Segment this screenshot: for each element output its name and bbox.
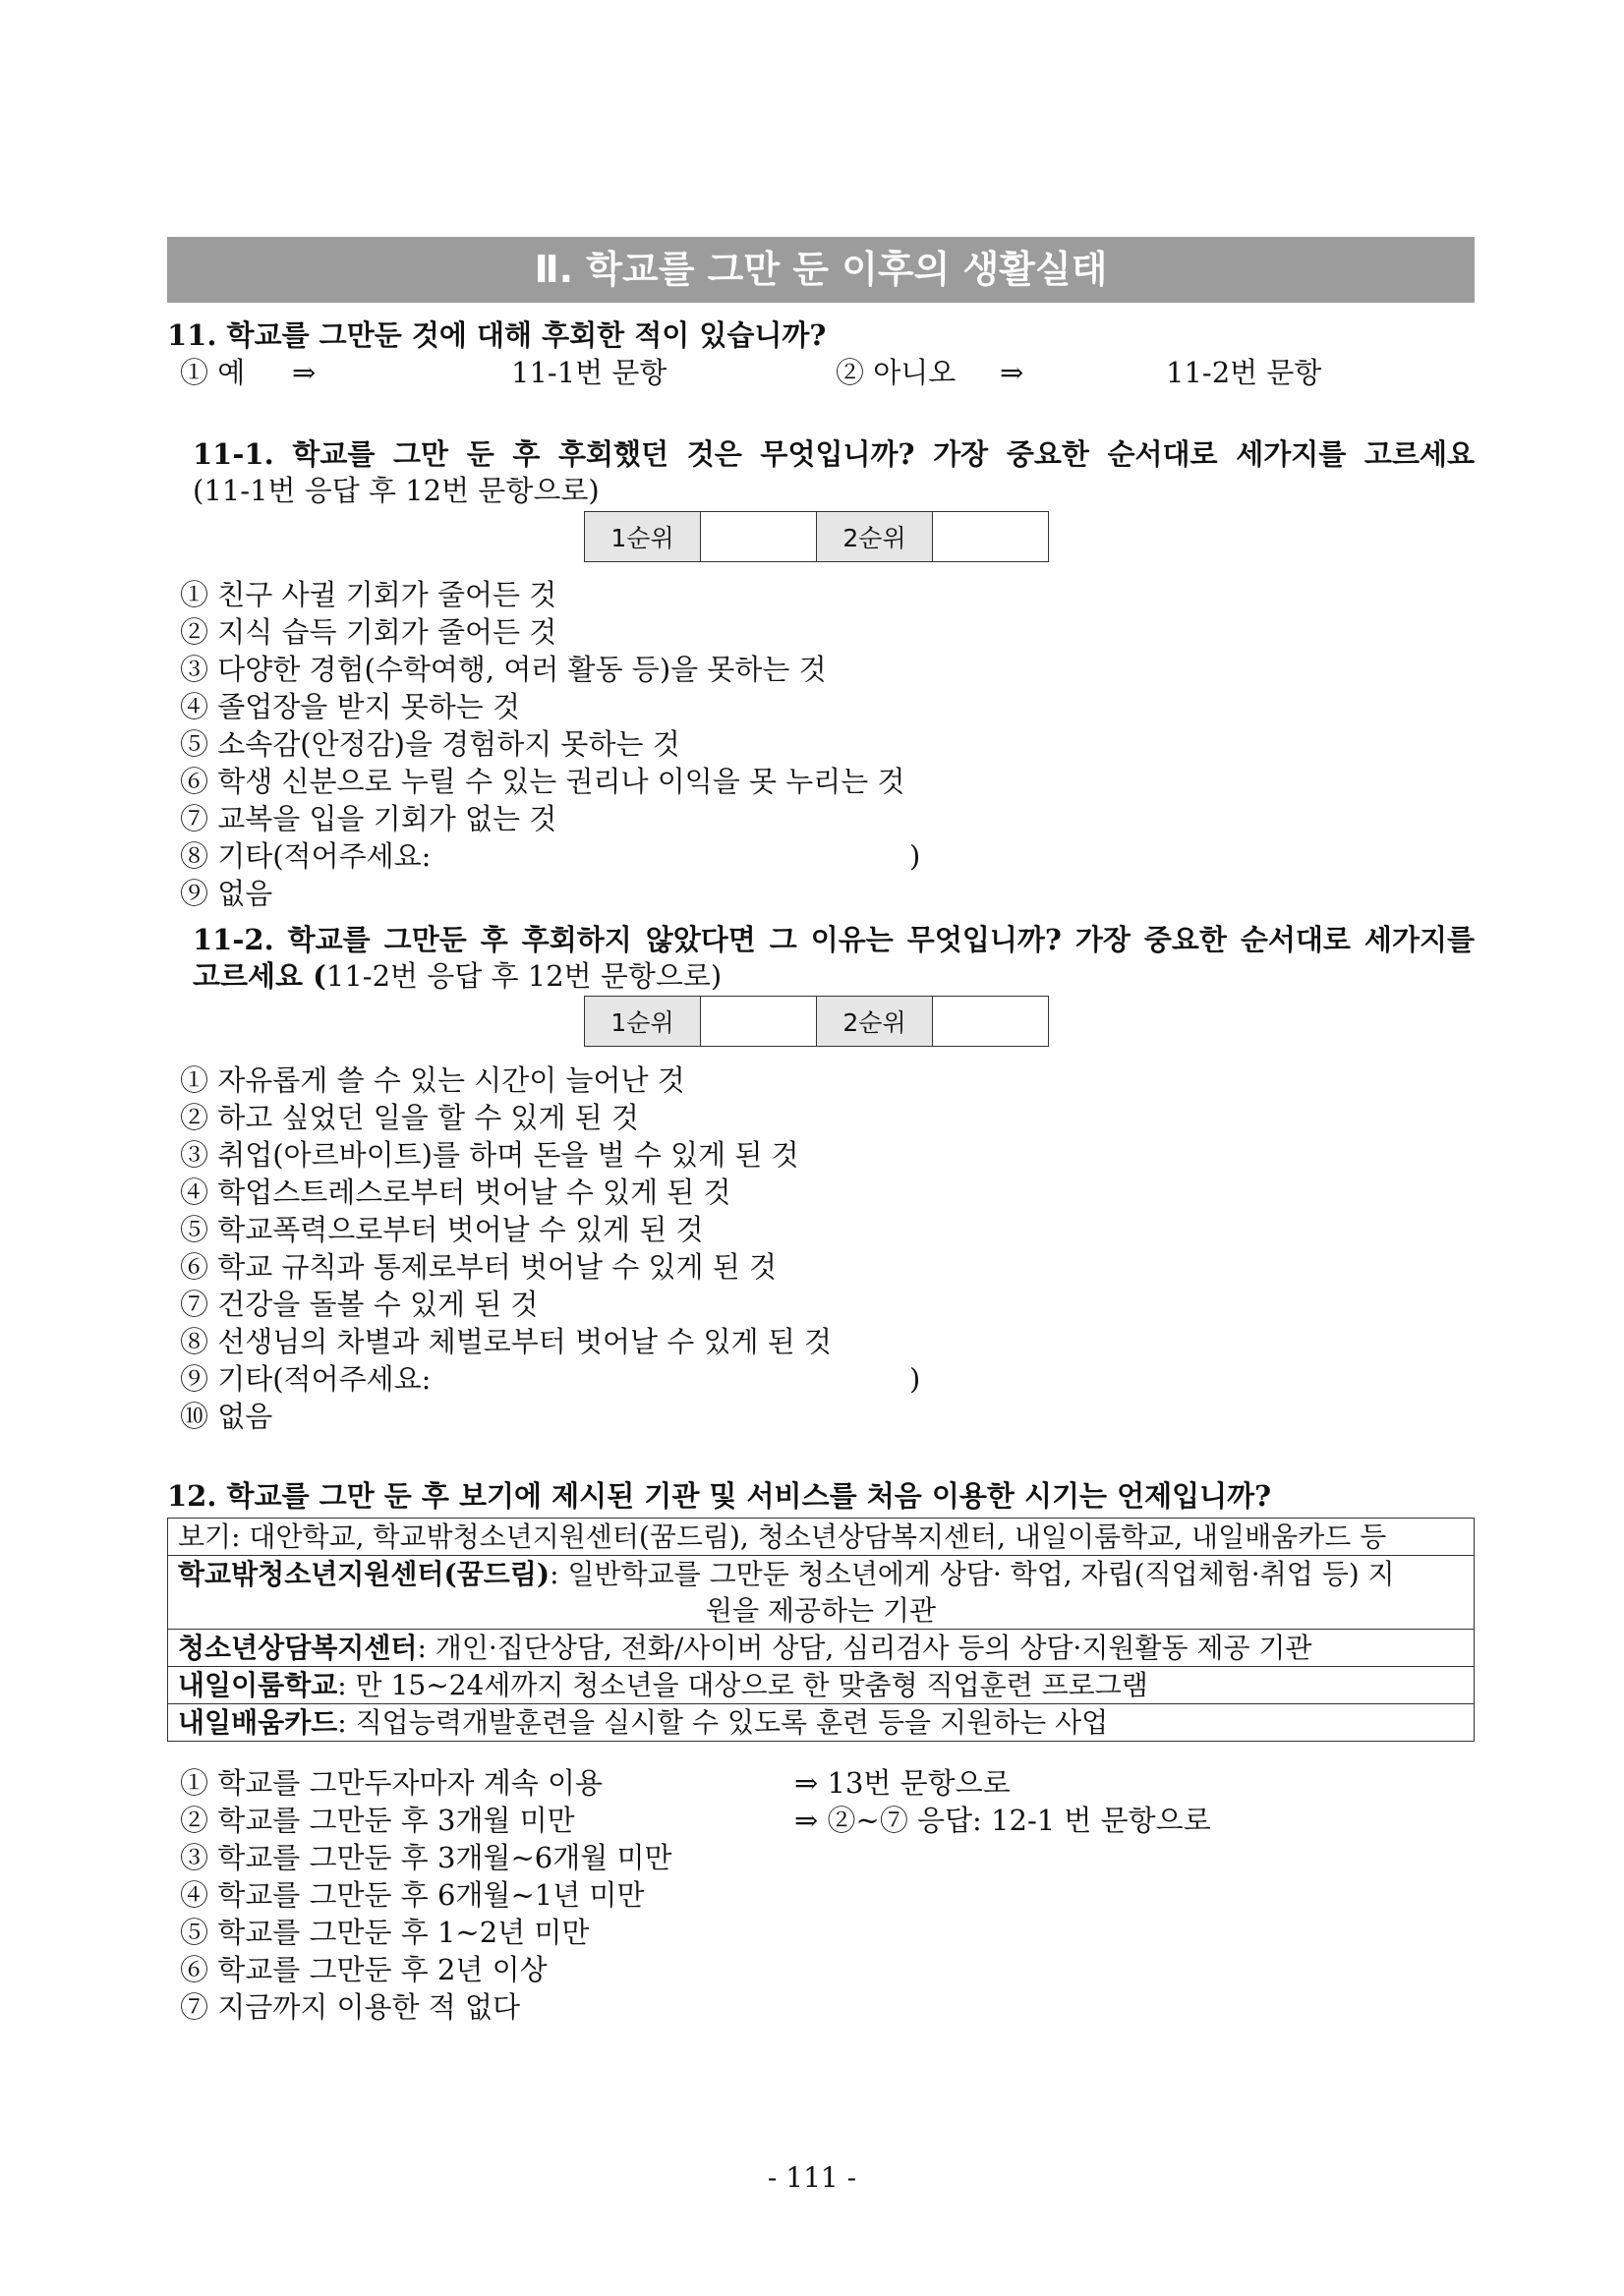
list-item: ③ 학교를 그만둔 후 3개월~6개월 미만 <box>180 1841 672 1874</box>
rank2-answer-cell[interactable] <box>933 997 1049 1047</box>
question-11-1: 11-1. 학교를 그만 둔 후 후회했던 것은 무엇입니까? 가장 중요한 순서대로 세가지를 고르세요 <box>193 437 1475 471</box>
list-item: ⑤ 학교폭력으로부터 벗어날 수 있게 된 것 <box>180 1213 704 1246</box>
list-item: ② 학교를 그만둔 후 3개월 미만 <box>180 1804 575 1837</box>
q11-option-no: ② 아니오 <box>836 356 957 389</box>
reference-definition-1 <box>168 1556 1474 1630</box>
definition-term: 청소년상담복지센터 <box>178 1632 418 1664</box>
other-close-paren: ) <box>909 1362 921 1396</box>
q11-option-yes: ① 예 <box>180 356 246 389</box>
list-item: ⑦ 교복을 입을 기회가 없는 것 <box>180 802 557 835</box>
definition-term: 내일배움카드 <box>178 1706 338 1739</box>
reference-definition-4 <box>168 1704 1474 1741</box>
rank2-label: 2순위 <box>817 512 933 562</box>
rank1-answer-cell[interactable] <box>701 997 817 1047</box>
arrow-icon: ⇒ <box>1000 356 1024 389</box>
definition-text: : 일반학교를 그만둔 청소년에게 상담· 학업, 자립(직업체험·취업 등) 지 <box>550 1558 1395 1590</box>
list-item: ⑥ 학생 신분으로 누릴 수 있는 권리나 이익을 못 누리는 것 <box>180 765 905 798</box>
list-item: ① 친구 사귈 기회가 줄어든 것 <box>180 578 557 611</box>
routing-note: ⇒ ②~⑦ 응답: 12-1 번 문항으로 <box>794 1804 1211 1837</box>
q11-2-instruction <box>193 957 722 995</box>
list-item: ② 지식 습득 기회가 줄어든 것 <box>180 615 557 649</box>
q11-1-instruction: (11-1번 응답 후 12번 문항으로) <box>193 474 600 507</box>
list-item: ③ 다양한 경험(수학여행, 여러 활동 등)을 못하는 것 <box>180 653 827 686</box>
reference-definition-2 <box>168 1630 1474 1667</box>
routing-note: ⇒ 13번 문항으로 <box>794 1766 1011 1800</box>
rank2-answer-cell[interactable] <box>933 512 1049 562</box>
list-item: ⑩ 없음 <box>180 1400 273 1433</box>
list-item: ④ 학교를 그만둔 후 6개월~1년 미만 <box>180 1878 645 1912</box>
q11-yes-target: 11-1번 문항 <box>511 356 667 389</box>
rank1-label: 1순위 <box>585 997 701 1047</box>
list-item: ③ 취업(아르바이트)를 하며 돈을 벌 수 있게 된 것 <box>180 1138 799 1172</box>
list-item: ⑦ 지금까지 이용한 적 없다 <box>180 1990 521 2024</box>
list-item: ⑧ 기타(적어주세요: <box>180 839 432 873</box>
list-item: ⑦ 건강을 돌볼 수 있게 된 것 <box>180 1288 539 1321</box>
list-item: ⑥ 학교 규칙과 통제로부터 벗어날 수 있게 된 것 <box>180 1250 777 1284</box>
list-item: ⑥ 학교를 그만둔 후 2년 이상 <box>180 1953 548 1986</box>
rank-table <box>584 996 1049 1047</box>
list-item: ⑨ 없음 <box>180 877 273 910</box>
question-11-2: 11-2. 학교를 그만둔 후 후회하지 않았다면 그 이유는 무엇입니까? 가장 중요한 순서대로 세가지를 <box>193 923 1475 956</box>
section-title: Ⅱ. 학교를 그만 둔 이후의 생활실태 <box>167 237 1475 303</box>
definition-term: 학교밖청소년지원센터(꿈드림) <box>178 1558 551 1590</box>
list-item: ① 자유롭게 쓸 수 있는 시간이 늘어난 것 <box>180 1063 685 1097</box>
rank1-answer-cell[interactable] <box>701 512 817 562</box>
list-item: ⑤ 소속감(안정감)을 경험하지 못하는 것 <box>180 727 680 761</box>
list-item: ⑤ 학교를 그만둔 후 1~2년 미만 <box>180 1916 590 1949</box>
list-item: ② 하고 싶었던 일을 할 수 있게 된 것 <box>180 1101 639 1134</box>
question-12: 12. 학교를 그만 둔 후 보기에 제시된 기관 및 서비스를 처음 이용한 시기는 언제입니까? <box>167 1479 1272 1513</box>
list-item: ① 학교를 그만두자마자 계속 이용 <box>180 1766 604 1800</box>
q11-2-question-end: 고르세요 ( <box>193 959 326 993</box>
definition-term: 내일이룸학교 <box>178 1669 338 1701</box>
page-number: - 111 - <box>767 2161 857 2194</box>
reference-definition-3 <box>168 1667 1474 1704</box>
list-item: ⑨ 기타(적어주세요: <box>180 1362 432 1396</box>
definition-text: : 개인·집단상담, 전화/사이버 상담, 심리검사 등의 상담·지원활동 제공 기관 <box>417 1632 1312 1664</box>
rank1-label: 1순위 <box>585 512 701 562</box>
reference-box <box>167 1518 1475 1742</box>
list-item: ④ 학업스트레스로부터 벗어날 수 있게 된 것 <box>180 1176 731 1209</box>
q11-2-instruction-text: 11-2번 응답 후 12번 문항으로) <box>325 959 723 993</box>
rank2-label: 2순위 <box>817 997 933 1047</box>
list-item: ④ 졸업장을 받지 못하는 것 <box>180 690 521 723</box>
reference-examples: 보기: 대안학교, 학교밖청소년지원센터(꿈드림), 청소년상담복지센터, 내일이룸학교, 내일배움카드 등 <box>168 1519 1474 1556</box>
other-close-paren: ) <box>909 839 921 873</box>
q11-no-target: 11-2번 문항 <box>1166 356 1322 389</box>
definition-text: : 만 15~24세까지 청소년을 대상으로 한 맞춤형 직업훈련 프로그램 <box>337 1669 1148 1701</box>
definition-text: : 직업능력개발훈련을 실시할 수 있도록 훈련 등을 지원하는 사업 <box>337 1706 1109 1739</box>
list-item: ⑧ 선생님의 차별과 체벌로부터 벗어날 수 있게 된 것 <box>180 1325 833 1358</box>
arrow-icon: ⇒ <box>292 356 317 389</box>
definition-text-cont: 원을 제공하는 기관 <box>705 1594 937 1627</box>
rank-table <box>584 511 1049 562</box>
question-11: 11. 학교를 그만둔 것에 대해 후회한 적이 있습니까? <box>167 318 827 352</box>
